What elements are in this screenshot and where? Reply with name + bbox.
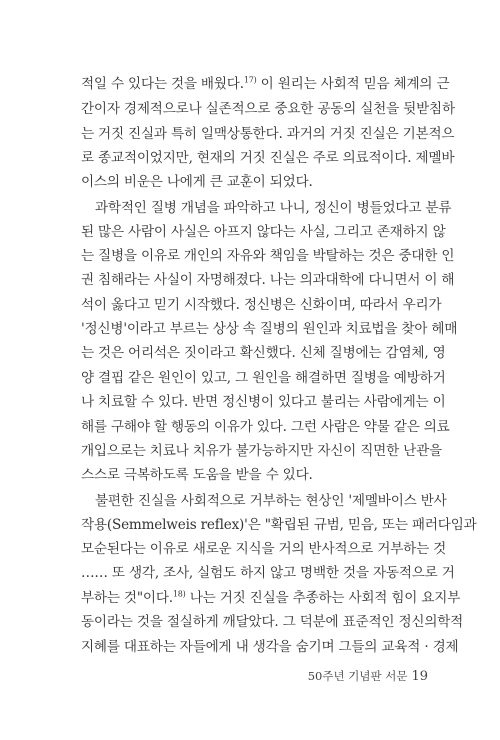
text-line: 해를 구해야 할 행동의 이유가 있다. 그런 사람은 약물 같은 의료 [81, 419, 450, 435]
text-line: 는 질병을 이유로 개인의 자유와 책임을 박탈하는 것은 중대한 인 [81, 248, 455, 264]
text-line: 된 많은 사람이 사실은 아프지 않다는 사실, 그리고 존재하지 않 [81, 224, 446, 240]
text-line: 로 종교적이었지만, 현재의 거짓 진실은 주로 의료적이다. 제멜바 [81, 150, 455, 166]
text-line: 는 거짓 진실과 특히 일맥상통한다. 과거의 거짓 진실은 기본적으 [81, 126, 455, 142]
text-line: 동이라는 것을 절실하게 깨달았다. 그 덕분에 표준적인 정신의학적 [81, 614, 464, 630]
text-line: 적일 수 있다는 것을 배웠다.$^{17)}$ 이 원리는 사회적 믿음 체계의 근 [81, 75, 450, 92]
text-line: 모순된다는 이유로 새로운 지식을 거의 반사적으로 거부하는 것 [81, 541, 447, 557]
text-line: 이스의 비운은 나에게 큰 교훈이 되었다. [81, 174, 313, 190]
page-footer [308, 668, 428, 685]
text-line: 양 결핍 같은 원인이 있고, 그 원인을 해결하면 질병을 예방하거 [81, 370, 446, 386]
page-number: 19 [411, 669, 428, 684]
running-title: 50주년 기념판 서문 [307, 669, 408, 683]
text-line: 개입으로는 치료나 치유가 불가능하지만 자신이 직면한 난관을 [81, 443, 442, 459]
text-line: 는 것은 어리석은 짓이라고 확신했다. 신체 질병에는 감염체, 영 [81, 345, 446, 361]
paragraph-first-line: 과학적인 질병 개념을 파악하고 나니, 정신이 병들었다고 분류 [95, 200, 452, 216]
text-line: 작용(Semmelweis reflex)'은 "확립된 규범, 믿음, 또는 패러다임과 [81, 517, 477, 533]
paragraph-first-line: 불편한 진실을 사회적으로 거부하는 현상인 '제멜바이스 반사 [95, 493, 447, 509]
text-line: 권 침해라는 사실이 자명해졌다. 나는 의과대학에 다니면서 이 해 [81, 272, 455, 288]
footnote-ref: 18) [172, 589, 186, 599]
text-line: 간이자 경제적으로나 실존적으로 중요한 공동의 실천을 뒷받침하 [81, 101, 455, 117]
text-line: …… 또 생각, 조사, 실험도 하지 않고 명백한 것을 자동적으로 거 [81, 565, 455, 581]
text-line: 스스로 극복하도록 도움을 받을 수 있다. [81, 467, 313, 483]
text-line: 지혜를 대표하는 자들에게 내 생각을 숨기며 그들의 교육적 · 경제 [81, 639, 459, 655]
footnote-ref: 17) [243, 75, 257, 85]
text-line: 나 치료할 수 있다. 반면 정신병이 있다고 불리는 사람에게는 이 [81, 394, 446, 410]
text-line: '정신병'이라고 부르는 상상 속 질병의 원인과 치료법을 찾아 헤매 [81, 321, 458, 337]
text-line: 부하는 것"이다.$^{18)}$ 나는 거짓 진실을 추종하는 사회적 힘이 요지부 [81, 589, 461, 606]
text-line: 석이 옳다고 믿기 시작했다. 정신병은 신화이며, 따라서 우리가 [81, 297, 442, 313]
